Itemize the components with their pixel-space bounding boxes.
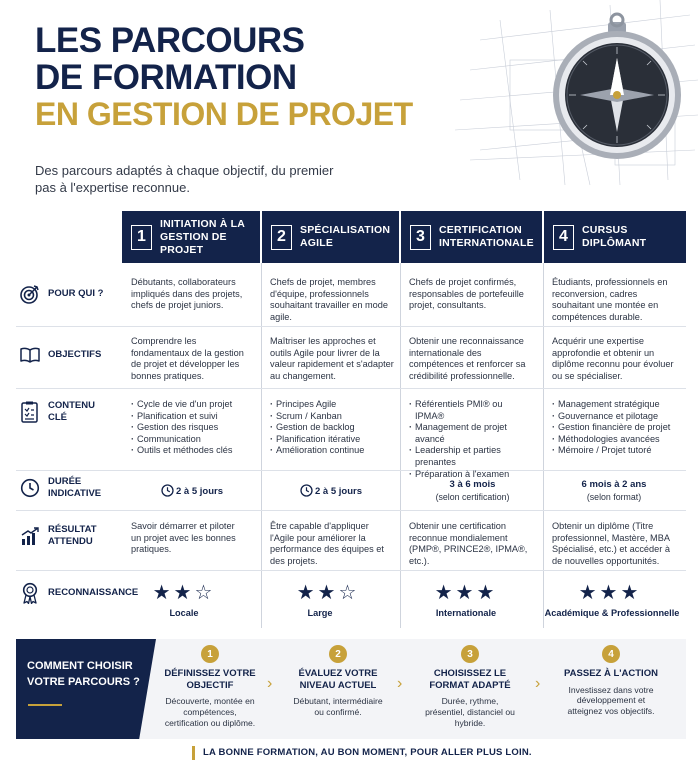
rating-stars <box>410 583 522 603</box>
column-divider <box>261 263 262 628</box>
list-item: · Communication <box>131 434 257 446</box>
cell-duree-3 <box>405 479 540 503</box>
cell-contenu-4 <box>552 399 684 457</box>
cell-duree-2 <box>270 484 392 498</box>
step-title: CHOISISSEZ LE FORMAT ADAPTÉ <box>429 668 511 691</box>
column-header-agile <box>262 211 399 263</box>
compass-blueprint-illustration <box>440 0 700 190</box>
column-header-initiation <box>122 211 260 263</box>
clock-icon <box>161 484 174 497</box>
row-label-text: OBJECTIFS <box>48 349 102 360</box>
rating-label: Large <box>307 608 333 618</box>
list-item: · Gestion de backlog <box>270 422 396 434</box>
page-title <box>35 22 413 133</box>
star-empty-icon: ☆ <box>194 582 216 604</box>
step-title: DÉFINISSEZ VOTRE OBJECTIF <box>164 668 256 691</box>
cell-pour-qui-3: Chefs de projet confirmés, responsables de portefeuille projet, consultants. <box>409 277 524 311</box>
rating-stars <box>552 583 668 603</box>
row-divider <box>16 326 686 327</box>
title-line-3: EN GESTION DE PROJET <box>35 96 413 132</box>
star-filled-icon: ★ <box>599 582 621 604</box>
star-filled-icon: ★ <box>173 582 195 604</box>
row-label-text: CONTENU CLÉ <box>48 400 95 423</box>
cell-objectifs-4: Acquérir une expertise approfondie et obtenir un diplôme reconnu pour évoluer ou se spécialiser. <box>552 336 674 381</box>
step-title: ÉVALUEZ VOTRE NIVEAU ACTUEL <box>298 668 378 691</box>
rating-stars <box>131 583 237 603</box>
cell-contenu-1 <box>131 399 257 457</box>
list-item: · Planification itérative <box>270 434 396 446</box>
step-title: PASSEZ À L'ACTION <box>564 668 658 679</box>
list-item: · Management stratégique <box>552 399 684 411</box>
duration-value: 3 à 6 mois <box>449 479 496 490</box>
award-icon <box>20 583 40 603</box>
title-line-2: DE FORMATION <box>35 58 297 97</box>
list-item: · Leadership et parties prenantes <box>409 445 529 468</box>
step-number: 3 <box>461 645 479 663</box>
title-line-1: LES PARCOURS <box>35 21 305 60</box>
step-3 <box>414 645 526 728</box>
cell-objectifs-1: Comprendre les fondamentaux de la gestion de projet et développer les bonnes pratiques. <box>131 336 244 381</box>
column-number: 2 <box>271 225 292 250</box>
row-label-resultat <box>20 524 98 548</box>
cell-objectifs-2: Maîtriser les approches et outils Agile pour livrer de la valeur rapidement et s'adapter au changement. <box>270 336 394 381</box>
cell-pour-qui-2: Chefs de projet, membres d'équipe, professionnels souhaitant travailler en mode agile. <box>270 277 388 322</box>
star-filled-icon: ★ <box>317 582 339 604</box>
row-label-contenu <box>20 400 94 424</box>
list-item: · Principes Agile <box>270 399 396 411</box>
chevron-right-icon: › <box>397 675 403 692</box>
chevron-right-icon: › <box>267 675 273 692</box>
duration-note: (selon format) <box>586 492 642 502</box>
column-title: INITIATION À LA GESTION DE PROJET <box>160 217 245 256</box>
rating-label: Locale <box>169 608 199 618</box>
cell-objectifs-3: Obtenir une reconnaissance internationale des compétences et renforcer sa crédibilité professionnelle. <box>409 336 526 381</box>
column-header-certification <box>401 211 542 263</box>
step-1 <box>162 645 258 728</box>
column-header-cursus <box>544 211 686 263</box>
row-label-objectifs <box>20 345 118 365</box>
list-item: · Cycle de vie d'un projet <box>131 399 257 411</box>
column-number: 1 <box>131 225 152 250</box>
cell-pour-qui-4: Étudiants, professionnels en reconversion, cadres souhaitant une montée en compétences durable. <box>552 277 668 322</box>
duration-value: 2 à 5 jours <box>176 486 223 497</box>
duration-value: 6 mois à 2 ans <box>581 479 647 490</box>
row-label-text: RÉSULTAT ATTENDU <box>48 524 97 547</box>
row-divider <box>16 570 686 571</box>
how-to-choose-title: COMMENT CHOISIR VOTRE PARCOURS ? <box>27 660 140 688</box>
cell-contenu-3 <box>409 399 529 480</box>
book-icon <box>20 345 40 365</box>
star-filled-icon: ★ <box>152 582 174 604</box>
rating-stars <box>272 583 384 603</box>
column-number: 3 <box>410 225 431 250</box>
star-filled-icon: ★ <box>434 582 456 604</box>
rating-label: Internationale <box>435 608 497 618</box>
column-divider <box>400 263 401 628</box>
list-item: · Outils et méthodes clés <box>131 445 257 457</box>
row-label-text: DURÉE INDICATIVE <box>48 476 102 499</box>
star-filled-icon: ★ <box>578 582 600 604</box>
step-description: Découverte, montée en compétences, certification ou diplôme. <box>164 696 256 728</box>
list-item: · Scrum / Kanban <box>270 411 396 423</box>
cell-duree-1 <box>131 484 253 498</box>
column-title: CERTIFICATION INTERNATIONALE <box>439 224 534 249</box>
cell-resultat-3: Obtenir une certification reconnue mondialement (PMP®, PRINCE2®, IPMA®, etc.). <box>409 521 528 566</box>
cell-resultat-4: Obtenir un diplôme (Titre professionnel, Mastère, MBA Spécialisé, etc.) et accéder à de nouvelles opportunités. <box>552 521 670 566</box>
column-title: CURSUS DIPLÔMANT <box>582 224 647 249</box>
list-item: · Mémoire / Projet tutoré <box>552 445 684 457</box>
list-item: · Référentiels PMI® ou IPMA® <box>409 399 529 422</box>
row-divider <box>16 470 686 471</box>
growth-chart-icon <box>20 526 40 546</box>
target-icon <box>20 284 40 304</box>
list-item: · Gestion des risques <box>131 422 257 434</box>
cell-contenu-2 <box>270 399 396 457</box>
duration-note: (selon certification) <box>435 492 510 502</box>
star-filled-icon: ★ <box>296 582 318 604</box>
star-filled-icon: ★ <box>455 582 477 604</box>
list-item: · Méthodologies avancées <box>552 434 684 446</box>
step-4 <box>555 645 667 717</box>
cell-resultat-1: Savoir démarrer et piloter un projet avec les bonnes pratiques. <box>131 521 236 555</box>
rating-label: Académique & Professionnelle <box>544 608 680 618</box>
title-underline <box>28 704 62 706</box>
step-description: Débutant, intermédiaire ou confirmé. <box>293 696 383 717</box>
list-item: · Préparation à l'examen <box>409 469 529 481</box>
list-item: · Planification et suivi <box>131 411 257 423</box>
row-label-duree <box>20 476 118 500</box>
tagline: LA BONNE FORMATION, AU BON MOMENT, POUR ALLER PLUS LOIN. <box>192 746 532 760</box>
step-description: Investissez dans votre développement et atteignez vos objectifs. <box>567 684 655 717</box>
column-title: SPÉCIALISATION AGILE <box>300 224 391 249</box>
row-label-pour-qui <box>20 284 118 304</box>
star-filled-icon: ★ <box>476 582 498 604</box>
step-description: Durée, rythme, présentiel, distanciel ou hybride. <box>425 696 515 728</box>
step-number: 2 <box>329 645 347 663</box>
subtitle: Des parcours adaptés à chaque objectif, du premier pas à l'expertise reconnue. <box>35 163 334 195</box>
row-divider <box>16 510 686 511</box>
cell-duree-4 <box>546 479 682 503</box>
list-item: · Management de projet avancé <box>409 422 529 445</box>
column-divider <box>543 263 544 628</box>
clock-icon <box>20 478 40 498</box>
cell-pour-qui-1: Débutants, collaborateurs impliqués dans des projets, chefs de projet juniors. <box>131 277 243 311</box>
step-number: 1 <box>201 645 219 663</box>
star-empty-icon: ☆ <box>338 582 360 604</box>
column-number: 4 <box>553 225 574 250</box>
list-item: · Gestion financière de projet <box>552 422 684 434</box>
step-2 <box>283 645 393 718</box>
list-item: · Gouvernance et pilotage <box>552 411 684 423</box>
checklist-icon <box>20 402 40 422</box>
cell-resultat-2: Être capable d'appliquer l'Agile pour améliorer la performance des équipes et des projets. <box>270 521 384 566</box>
row-label-text: POUR QUI ? <box>48 288 104 299</box>
step-number: 4 <box>602 645 620 663</box>
star-filled-icon: ★ <box>620 582 642 604</box>
list-item: · Amélioration continue <box>270 445 396 457</box>
duration-value: 2 à 5 jours <box>315 486 362 497</box>
row-label-text: RECONNAISSANCE <box>48 587 139 598</box>
chevron-right-icon: › <box>535 675 541 692</box>
row-divider <box>16 388 686 389</box>
row-label-reconnaissance <box>20 583 139 603</box>
clock-icon <box>300 484 313 497</box>
